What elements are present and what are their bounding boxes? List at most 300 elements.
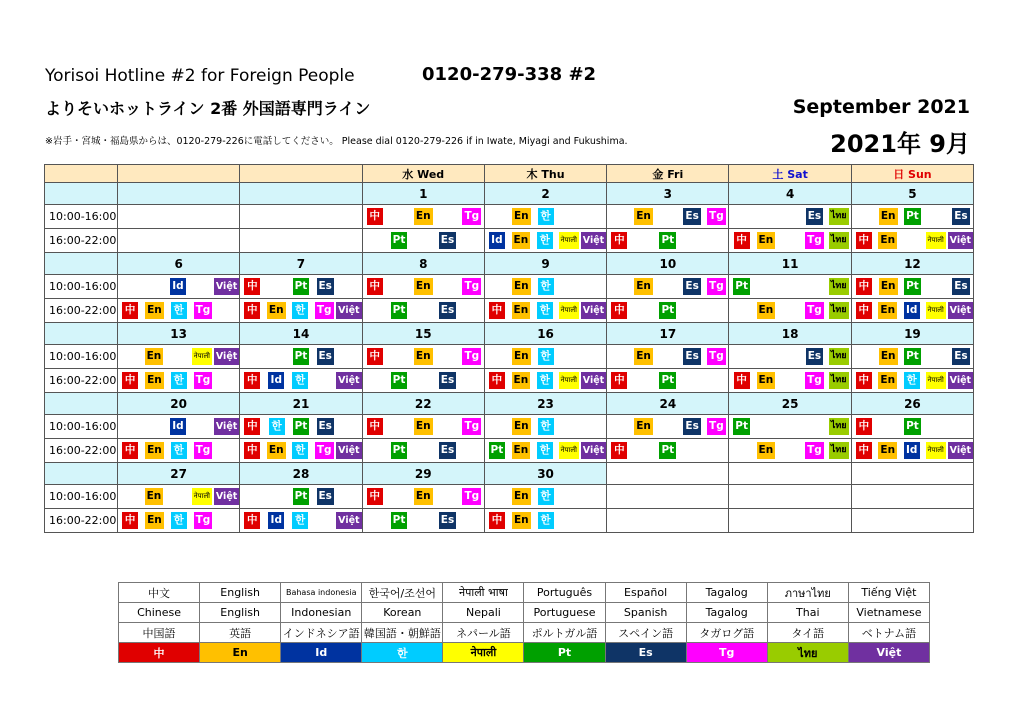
language-badge-en: En	[414, 418, 433, 435]
language-badge-es: Es	[952, 278, 969, 295]
language-badge-es: Es	[683, 348, 700, 365]
legend-japanese-name: タガログ語	[686, 623, 767, 643]
language-badge-en: En	[878, 442, 897, 459]
language-badge-vi: Việt	[336, 512, 361, 529]
schedule-cell	[118, 509, 240, 533]
schedule-cell	[118, 485, 240, 509]
schedule-cell	[729, 369, 851, 393]
language-badge-ko: 한	[292, 512, 308, 529]
time-slot-row	[45, 275, 974, 299]
time-range-label: 16:00-22:00	[45, 509, 118, 533]
language-badge-ko: 한	[904, 372, 920, 389]
legend-japanese-name: ベトナム語	[848, 623, 929, 643]
language-badge-es: Es	[952, 348, 969, 365]
date-number	[118, 183, 240, 205]
language-badge-pt: Pt	[659, 302, 676, 319]
legend-japanese-name: 中国語	[119, 623, 200, 643]
language-badge-zh: 中	[489, 512, 505, 529]
language-badge-en: En	[414, 488, 433, 505]
legend-english-name: Chinese	[119, 603, 200, 623]
language-badge-tg: Tg	[315, 442, 334, 459]
legend-badge-id: Id	[281, 643, 362, 663]
language-badge-ko: 한	[269, 418, 285, 435]
schedule-cell	[118, 229, 240, 253]
language-badge-zh: 中	[611, 372, 627, 389]
language-badge-vi: Việt	[581, 442, 606, 459]
date-number: 1	[362, 183, 484, 205]
language-badge-en: En	[634, 278, 653, 295]
legend-english-name: Korean	[362, 603, 443, 623]
language-badge-ko: 한	[537, 302, 553, 319]
schedule-cell	[118, 299, 240, 323]
schedule-cell	[240, 229, 362, 253]
legend-badge-pt: Pt	[524, 643, 605, 663]
language-badge-tg: Tg	[805, 302, 824, 319]
language-badge-ko: 한	[171, 302, 187, 319]
language-badge-th: ไทย	[829, 372, 849, 389]
legend-badge-zh: 中	[119, 643, 200, 663]
language-badge-vi: Việt	[336, 442, 361, 459]
legend-native-name: Tiếng Việt	[848, 583, 929, 603]
date-number: 11	[729, 253, 851, 275]
date-row-label	[45, 463, 118, 485]
schedule-cell	[484, 439, 606, 463]
date-number: 18	[729, 323, 851, 345]
schedule-cell	[729, 299, 851, 323]
language-badge-pt: Pt	[391, 372, 408, 389]
language-badge-id: Id	[904, 442, 920, 459]
month-label: September 2021	[792, 96, 970, 118]
schedule-cell	[729, 275, 851, 299]
language-badge-ne: नेपाली	[926, 442, 946, 459]
language-badge-en: En	[512, 232, 531, 249]
date-row	[45, 463, 974, 485]
schedule-cell	[607, 205, 729, 229]
language-badge-en: En	[512, 208, 531, 225]
weekday-header-row	[45, 165, 974, 183]
language-badge-id: Id	[170, 278, 186, 295]
language-badge-en: En	[757, 232, 776, 249]
time-range-label: 16:00-22:00	[45, 439, 118, 463]
language-badge-ko: 한	[292, 442, 308, 459]
language-badge-vi: Việt	[214, 418, 239, 435]
language-badge-th: ไทย	[829, 442, 849, 459]
language-badge-ko: 한	[538, 488, 554, 505]
language-badge-tg: Tg	[805, 232, 824, 249]
language-badge-ko: 한	[538, 348, 554, 365]
language-badge-zh: 中	[244, 512, 260, 529]
language-badge-tg: Tg	[707, 348, 726, 365]
language-badge-pt: Pt	[659, 442, 676, 459]
date-row	[45, 323, 974, 345]
legend-badge-en: En	[200, 643, 281, 663]
legend-japanese-name: タイ語	[767, 623, 848, 643]
language-badge-en: En	[634, 418, 653, 435]
language-badge-pt: Pt	[391, 232, 408, 249]
schedule-cell	[851, 345, 973, 369]
time-slot-row	[45, 229, 974, 253]
legend-english-name: Thai	[767, 603, 848, 623]
legend-native-name: Tagalog	[686, 583, 767, 603]
date-number	[729, 463, 851, 485]
schedule-cell	[118, 415, 240, 439]
language-badge-zh: 中	[856, 278, 872, 295]
schedule-cell	[851, 415, 973, 439]
language-badge-zh: 中	[489, 302, 505, 319]
language-badge-vi: Việt	[948, 372, 973, 389]
language-badge-tg: Tg	[462, 208, 481, 225]
language-badge-es: Es	[439, 442, 456, 459]
language-badge-en: En	[145, 512, 164, 529]
language-badge-ko: 한	[171, 372, 187, 389]
weekday-header: 日 Sun	[851, 165, 973, 183]
schedule-cell	[729, 205, 851, 229]
language-badge-en: En	[879, 278, 898, 295]
language-badge-en: En	[145, 348, 164, 365]
language-badge-es: Es	[806, 348, 823, 365]
language-badge-zh: 中	[367, 208, 383, 225]
language-badge-pt: Pt	[391, 302, 408, 319]
language-badge-zh: 中	[734, 372, 750, 389]
date-number: 17	[607, 323, 729, 345]
legend-row-badges	[119, 643, 930, 663]
phone-number: 0120-279-338 #2	[422, 64, 597, 85]
language-badge-pt: Pt	[659, 372, 676, 389]
language-badge-th: ไทย	[829, 418, 849, 435]
schedule-cell	[484, 299, 606, 323]
legend-english-name: Tagalog	[686, 603, 767, 623]
weekday-header: 木 Thu	[484, 165, 606, 183]
language-badge-en: En	[512, 442, 531, 459]
schedule-cell	[607, 299, 729, 323]
language-badge-es: Es	[317, 278, 334, 295]
schedule-cell	[607, 345, 729, 369]
language-badge-pt: Pt	[293, 348, 310, 365]
language-badge-zh: 中	[244, 372, 260, 389]
schedule-cell	[607, 369, 729, 393]
language-badge-vi: Việt	[581, 372, 606, 389]
language-badge-en: En	[757, 302, 776, 319]
legend-native-name: Español	[605, 583, 686, 603]
weekday-header: 土 Sat	[729, 165, 851, 183]
language-badge-vi: Việt	[214, 488, 239, 505]
schedule-cell	[607, 275, 729, 299]
time-range-label: 10:00-16:00	[45, 275, 118, 299]
language-badge-ne: नेपाली	[926, 372, 946, 389]
language-badge-en: En	[267, 442, 286, 459]
language-badge-es: Es	[439, 372, 456, 389]
language-badge-id: Id	[489, 232, 505, 249]
date-number: 28	[240, 463, 362, 485]
date-number: 3	[607, 183, 729, 205]
schedule-cell	[851, 205, 973, 229]
schedule-cell	[118, 205, 240, 229]
language-badge-ne: नेपाली	[559, 232, 579, 249]
language-badge-zh: 中	[367, 418, 383, 435]
language-badge-en: En	[414, 208, 433, 225]
time-range-label: 10:00-16:00	[45, 205, 118, 229]
time-slot-row	[45, 345, 974, 369]
schedule-cell	[240, 205, 362, 229]
language-badge-tg: Tg	[707, 418, 726, 435]
schedule-cell	[240, 299, 362, 323]
date-number: 13	[118, 323, 240, 345]
schedule-cell	[240, 369, 362, 393]
language-badge-zh: 中	[611, 302, 627, 319]
language-badge-pt: Pt	[904, 418, 921, 435]
language-badge-vi: Việt	[581, 232, 606, 249]
legend-row-english	[119, 603, 930, 623]
language-badge-ne: नेपाली	[559, 372, 579, 389]
legend-native-name: नेपाली भाषा	[443, 583, 524, 603]
weekday-header: 金 Fri	[607, 165, 729, 183]
language-badge-ne: नेपाली	[559, 302, 579, 319]
date-number: 30	[484, 463, 606, 485]
date-number: 14	[240, 323, 362, 345]
language-badge-id: Id	[170, 418, 186, 435]
language-badge-en: En	[145, 488, 164, 505]
legend-japanese-name: 英語	[200, 623, 281, 643]
schedule-cell	[851, 299, 973, 323]
date-number	[607, 463, 729, 485]
language-badge-zh: 中	[856, 302, 872, 319]
language-badge-es: Es	[952, 208, 969, 225]
language-badge-zh: 中	[122, 512, 138, 529]
schedule-cell	[362, 439, 484, 463]
language-badge-es: Es	[806, 208, 823, 225]
language-badge-es: Es	[439, 232, 456, 249]
language-badge-th: ไทย	[829, 278, 849, 295]
language-badge-es: Es	[683, 418, 700, 435]
language-badge-id: Id	[268, 512, 284, 529]
schedule-cell	[484, 509, 606, 533]
time-range-label: 10:00-16:00	[45, 345, 118, 369]
time-range-label: 10:00-16:00	[45, 415, 118, 439]
language-badge-id: Id	[268, 372, 284, 389]
schedule-cell	[240, 439, 362, 463]
legend-badge-tg: Tg	[686, 643, 767, 663]
legend-japanese-name: インドネシア語	[281, 623, 362, 643]
language-badge-pt: Pt	[391, 442, 408, 459]
schedule-cell	[240, 345, 362, 369]
schedule-cell	[118, 439, 240, 463]
language-badge-zh: 中	[611, 232, 627, 249]
schedule-cell	[118, 275, 240, 299]
date-row-label	[45, 393, 118, 415]
weekday-header: 水 Wed	[362, 165, 484, 183]
language-badge-tg: Tg	[194, 302, 213, 319]
language-badge-en: En	[512, 372, 531, 389]
language-badge-en: En	[512, 302, 531, 319]
language-badge-ne: नेपाली	[926, 232, 946, 249]
language-badge-zh: 中	[122, 372, 138, 389]
language-badge-en: En	[145, 442, 164, 459]
language-badge-vi: Việt	[214, 278, 239, 295]
month-label-japanese: 2021年 9月	[830, 130, 970, 158]
date-row	[45, 253, 974, 275]
date-number: 8	[362, 253, 484, 275]
legend-badge-ne: नेपाली	[443, 643, 524, 663]
schedule-cell	[729, 439, 851, 463]
schedule-cell	[362, 485, 484, 509]
date-number: 2	[484, 183, 606, 205]
schedule-cell	[484, 205, 606, 229]
legend-native-name: English	[200, 583, 281, 603]
schedule-cell	[607, 439, 729, 463]
schedule-calendar	[44, 164, 974, 533]
date-number: 29	[362, 463, 484, 485]
language-badge-en: En	[634, 208, 653, 225]
language-badge-tg: Tg	[194, 512, 213, 529]
language-badge-zh: 中	[367, 278, 383, 295]
language-badge-pt: Pt	[659, 232, 676, 249]
language-badge-pt: Pt	[293, 278, 310, 295]
date-row-label	[45, 183, 118, 205]
language-badge-en: En	[757, 442, 776, 459]
schedule-cell	[729, 229, 851, 253]
schedule-cell	[851, 485, 973, 509]
language-badge-en: En	[414, 278, 433, 295]
time-range-label: 10:00-16:00	[45, 485, 118, 509]
legend-japanese-name: ポルトガル語	[524, 623, 605, 643]
regional-note: ※岩手・宮城・福島県からは、0120-279-226に電話してください。 Please dial 0120-279-226 if in Iwate, Miyagi and Fukushima.	[45, 136, 628, 147]
legend-english-name: Indonesian	[281, 603, 362, 623]
schedule-cell	[484, 345, 606, 369]
schedule-cell	[362, 275, 484, 299]
language-badge-en: En	[878, 302, 897, 319]
language-badge-es: Es	[439, 302, 456, 319]
language-badge-th: ไทย	[829, 348, 849, 365]
language-badge-tg: Tg	[194, 372, 213, 389]
legend-japanese-name: 韓国語・朝鮮語	[362, 623, 443, 643]
language-badge-tg: Tg	[462, 418, 481, 435]
language-badge-es: Es	[317, 348, 334, 365]
language-badge-en: En	[879, 348, 898, 365]
legend-native-name: 한국어/조선어	[362, 583, 443, 603]
schedule-cell	[851, 229, 973, 253]
schedule-cell	[729, 345, 851, 369]
schedule-cell	[118, 369, 240, 393]
corner-cell	[45, 165, 118, 183]
schedule-cell	[851, 439, 973, 463]
legend-native-name: ภาษาไทย	[767, 583, 848, 603]
language-badge-zh: 中	[367, 488, 383, 505]
language-badge-pt: Pt	[489, 442, 506, 459]
time-slot-row	[45, 415, 974, 439]
date-row	[45, 183, 974, 205]
schedule-cell	[607, 485, 729, 509]
language-badge-th: ไทย	[829, 302, 849, 319]
language-badge-zh: 中	[734, 232, 750, 249]
language-badge-en: En	[414, 348, 433, 365]
language-badge-vi: Việt	[581, 302, 606, 319]
schedule-cell	[240, 485, 362, 509]
language-badge-pt: Pt	[733, 278, 750, 295]
date-number: 12	[851, 253, 973, 275]
date-number: 23	[484, 393, 606, 415]
schedule-cell	[729, 485, 851, 509]
language-badge-tg: Tg	[315, 302, 334, 319]
language-badge-zh: 中	[244, 302, 260, 319]
language-badge-pt: Pt	[293, 418, 310, 435]
schedule-cell	[362, 345, 484, 369]
legend-english-name: Spanish	[605, 603, 686, 623]
language-badge-vi: Việt	[336, 372, 361, 389]
language-badge-en: En	[878, 372, 897, 389]
schedule-cell	[240, 415, 362, 439]
date-number	[851, 463, 973, 485]
language-badge-pt: Pt	[904, 208, 921, 225]
language-badge-es: Es	[439, 512, 456, 529]
language-badge-tg: Tg	[707, 278, 726, 295]
language-badge-en: En	[879, 208, 898, 225]
language-badge-zh: 中	[244, 442, 260, 459]
date-number: 15	[362, 323, 484, 345]
language-badge-tg: Tg	[707, 208, 726, 225]
date-number: 24	[607, 393, 729, 415]
language-badge-en: En	[145, 372, 164, 389]
legend-native-name: Bahasa indonesia	[281, 583, 362, 603]
date-number: 6	[118, 253, 240, 275]
language-badge-ko: 한	[171, 442, 187, 459]
language-badge-vi: Việt	[214, 348, 239, 365]
schedule-cell	[484, 485, 606, 509]
time-range-label: 16:00-22:00	[45, 229, 118, 253]
legend-english-name: Portuguese	[524, 603, 605, 623]
language-badge-tg: Tg	[805, 442, 824, 459]
language-badge-es: Es	[317, 418, 334, 435]
schedule-cell	[484, 415, 606, 439]
language-badge-en: En	[512, 418, 531, 435]
language-badge-en: En	[878, 232, 897, 249]
date-number: 22	[362, 393, 484, 415]
language-badge-tg: Tg	[805, 372, 824, 389]
language-badge-zh: 中	[244, 278, 260, 295]
date-number: 26	[851, 393, 973, 415]
schedule-cell	[240, 509, 362, 533]
schedule-cell	[362, 415, 484, 439]
schedule-cell	[118, 345, 240, 369]
schedule-cell	[240, 275, 362, 299]
date-number: 5	[851, 183, 973, 205]
weekday-header	[240, 165, 362, 183]
language-badge-es: Es	[683, 278, 700, 295]
legend-english-name: Nepali	[443, 603, 524, 623]
date-row-label	[45, 253, 118, 275]
time-slot-row	[45, 485, 974, 509]
date-number: 4	[729, 183, 851, 205]
language-badge-vi: Việt	[336, 302, 361, 319]
time-range-label: 16:00-22:00	[45, 369, 118, 393]
language-badge-ko: 한	[537, 372, 553, 389]
date-number: 25	[729, 393, 851, 415]
time-slot-row	[45, 509, 974, 533]
language-badge-zh: 中	[856, 418, 872, 435]
language-badge-ko: 한	[537, 232, 553, 249]
language-badge-ne: नेपाली	[926, 302, 946, 319]
weekday-header	[118, 165, 240, 183]
schedule-cell	[729, 415, 851, 439]
language-badge-zh: 中	[122, 302, 138, 319]
schedule-cell	[362, 369, 484, 393]
language-badge-es: Es	[683, 208, 700, 225]
date-number: 7	[240, 253, 362, 275]
date-number	[240, 183, 362, 205]
language-badge-zh: 中	[367, 348, 383, 365]
legend-badge-es: Es	[605, 643, 686, 663]
language-badge-pt: Pt	[391, 512, 408, 529]
legend-native-name: Português	[524, 583, 605, 603]
